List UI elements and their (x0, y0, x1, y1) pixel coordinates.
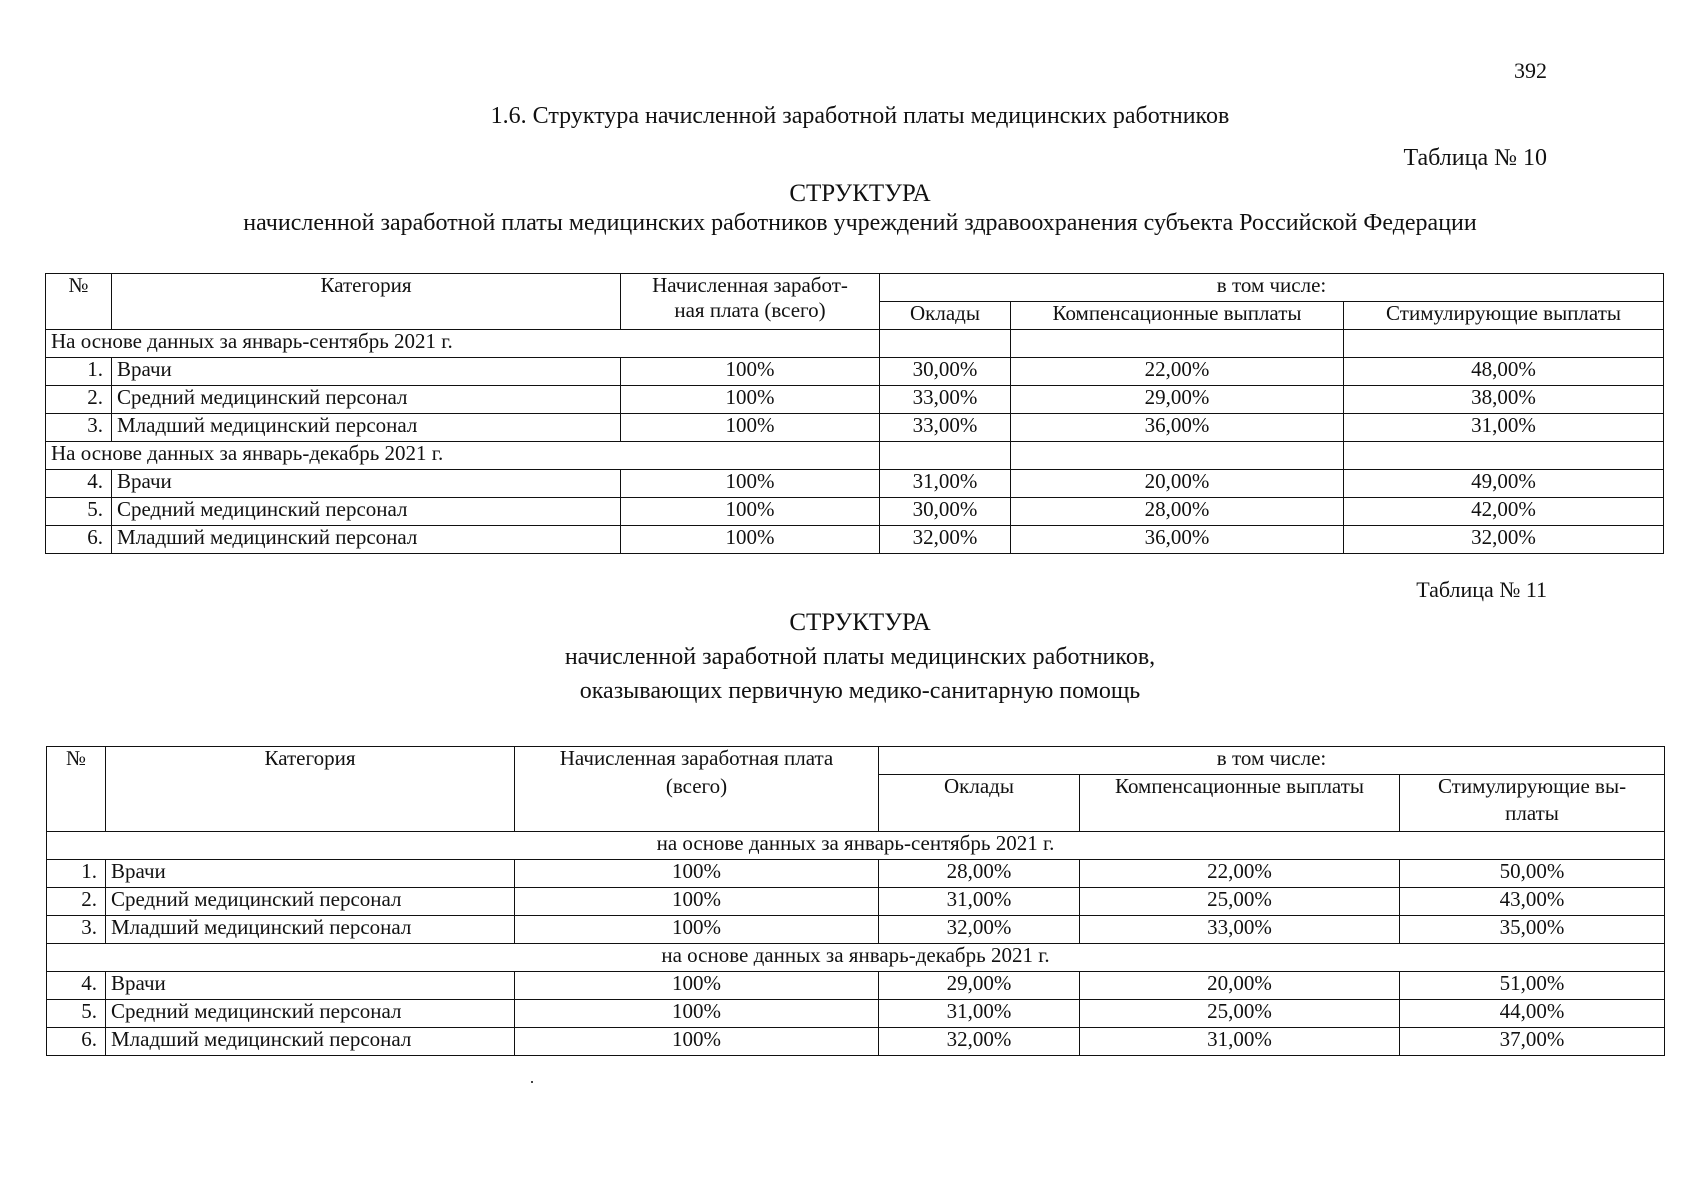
row-salary: 30,00% (880, 498, 1011, 526)
table-row (46, 358, 1664, 386)
header-total-line1: Начисленная заработ- (652, 273, 848, 297)
row-salary: 31,00% (879, 888, 1080, 916)
row-num: 1. (47, 860, 106, 888)
header-salary: Оклады (879, 775, 1080, 832)
header-num: № (47, 747, 106, 832)
row-compensation: 20,00% (1011, 470, 1344, 498)
table-11-label: Таблица № 11 (1416, 577, 1547, 602)
row-salary: 33,00% (880, 414, 1011, 442)
header-category: Категория (112, 274, 621, 330)
table-10-heading: СТРУКТУРА (789, 180, 931, 207)
row-total: 100% (515, 1000, 879, 1028)
header-salary: Оклады (880, 302, 1011, 330)
table-row (46, 470, 1664, 498)
empty-cell (1344, 442, 1664, 470)
row-num: 2. (46, 386, 112, 414)
group-row-2: На основе данных за январь-декабрь 2021 г. (46, 442, 880, 470)
row-category: Младший медицинский персонал (106, 1028, 515, 1056)
table-11-subheading-line1: начисленной заработной платы медицинских работников, (564, 644, 1156, 670)
table-row (47, 1028, 1665, 1056)
row-category: Врачи (106, 972, 515, 1000)
row-num: 1. (46, 358, 112, 386)
page-number: 392 (1514, 58, 1547, 83)
header-compensation: Компенсационные выплаты (1080, 775, 1400, 832)
row-category: Средний медицинский персонал (106, 888, 515, 916)
row-total: 100% (621, 358, 880, 386)
row-total: 100% (515, 972, 879, 1000)
header-incentive-line2: платы (1505, 801, 1559, 826)
header-category: Категория (106, 747, 515, 832)
row-total: 100% (515, 888, 879, 916)
row-num: 4. (46, 470, 112, 498)
header-total-line2: (всего) (665, 774, 728, 799)
row-salary: 32,00% (879, 916, 1080, 944)
row-num: 3. (47, 916, 106, 944)
row-compensation: 22,00% (1011, 358, 1344, 386)
group-row-2: на основе данных за январь-декабрь 2021 г. (47, 944, 1665, 972)
table-10-subheading: начисленной заработной платы медицинских работников учреждений здравоохранения субъекта Российской Федерации (243, 210, 1477, 236)
table-row (47, 1000, 1665, 1028)
table-11 (46, 746, 1665, 1056)
row-salary: 33,00% (880, 386, 1011, 414)
table-row (46, 386, 1664, 414)
row-category: Средний медицинский персонал (112, 498, 621, 526)
row-incentive: 37,00% (1400, 1028, 1665, 1056)
row-incentive: 35,00% (1400, 916, 1665, 944)
row-incentive: 49,00% (1344, 470, 1664, 498)
table-10 (45, 273, 1664, 554)
table-row (46, 414, 1664, 442)
row-salary: 28,00% (879, 860, 1080, 888)
row-num: 5. (47, 1000, 106, 1028)
empty-cell (1011, 442, 1344, 470)
header-including: в том числе: (879, 747, 1665, 775)
table-row (47, 888, 1665, 916)
row-compensation: 25,00% (1080, 888, 1400, 916)
row-num: 4. (47, 972, 106, 1000)
row-incentive: 48,00% (1344, 358, 1664, 386)
row-num: 6. (47, 1028, 106, 1056)
row-incentive: 31,00% (1344, 414, 1664, 442)
row-compensation: 20,00% (1080, 972, 1400, 1000)
header-total-line2: ная плата (всего) (674, 298, 826, 323)
row-total: 100% (621, 414, 880, 442)
table-11-heading: СТРУКТУРА (789, 609, 931, 636)
row-compensation: 25,00% (1080, 1000, 1400, 1028)
row-category: Младший медицинский персонал (106, 916, 515, 944)
empty-cell (1011, 330, 1344, 358)
header-incentive-line1: Стимулирующие вы- (1437, 774, 1627, 798)
header-including: в том числе: (880, 274, 1664, 302)
row-total: 100% (621, 386, 880, 414)
table-row (46, 526, 1664, 554)
table-row (46, 498, 1664, 526)
row-compensation: 36,00% (1011, 526, 1344, 554)
row-incentive: 38,00% (1344, 386, 1664, 414)
header-total (515, 747, 879, 832)
header-num: № (46, 274, 112, 330)
group-row-1: На основе данных за январь-сентябрь 2021 г. (46, 330, 880, 358)
table-row (47, 972, 1665, 1000)
row-incentive: 43,00% (1400, 888, 1665, 916)
empty-cell (880, 330, 1011, 358)
row-incentive: 32,00% (1344, 526, 1664, 554)
row-compensation: 31,00% (1080, 1028, 1400, 1056)
row-category: Врачи (106, 860, 515, 888)
scan-speck (531, 1081, 533, 1083)
row-total: 100% (515, 860, 879, 888)
row-salary: 32,00% (880, 526, 1011, 554)
row-salary: 29,00% (879, 972, 1080, 1000)
row-total: 100% (621, 470, 880, 498)
row-compensation: 22,00% (1080, 860, 1400, 888)
row-category: Средний медицинский персонал (112, 386, 621, 414)
row-incentive: 42,00% (1344, 498, 1664, 526)
table-row (47, 916, 1665, 944)
section-title: 1.6. Структура начисленной заработной платы медицинских работников (490, 103, 1230, 129)
row-compensation: 33,00% (1080, 916, 1400, 944)
row-category: Средний медицинский персонал (106, 1000, 515, 1028)
row-total: 100% (515, 916, 879, 944)
row-num: 3. (46, 414, 112, 442)
row-salary: 30,00% (880, 358, 1011, 386)
header-total-line1: Начисленная заработная плата (559, 746, 834, 770)
row-category: Младший медицинский персонал (112, 526, 621, 554)
row-total: 100% (621, 526, 880, 554)
table-10-label: Таблица № 10 (1403, 145, 1547, 171)
row-category: Врачи (112, 470, 621, 498)
header-total (621, 274, 880, 330)
row-incentive: 44,00% (1400, 1000, 1665, 1028)
group-row-1: на основе данных за январь-сентябрь 2021 г. (47, 832, 1665, 860)
table-row (47, 860, 1665, 888)
row-category: Младший медицинский персонал (112, 414, 621, 442)
header-compensation: Компенсационные выплаты (1011, 302, 1344, 330)
row-salary: 32,00% (879, 1028, 1080, 1056)
table-11-subheading-line2: оказывающих первичную медико-санитарную помощь (579, 678, 1141, 704)
header-incentive (1400, 775, 1665, 832)
row-compensation: 28,00% (1011, 498, 1344, 526)
row-num: 6. (46, 526, 112, 554)
row-incentive: 50,00% (1400, 860, 1665, 888)
row-compensation: 36,00% (1011, 414, 1344, 442)
header-incentive: Стимулирующие выплаты (1344, 302, 1664, 330)
row-total: 100% (515, 1028, 879, 1056)
row-num: 2. (47, 888, 106, 916)
row-num: 5. (46, 498, 112, 526)
row-compensation: 29,00% (1011, 386, 1344, 414)
empty-cell (1344, 330, 1664, 358)
row-incentive: 51,00% (1400, 972, 1665, 1000)
row-total: 100% (621, 498, 880, 526)
row-salary: 31,00% (880, 470, 1011, 498)
row-salary: 31,00% (879, 1000, 1080, 1028)
row-category: Врачи (112, 358, 621, 386)
empty-cell (880, 442, 1011, 470)
